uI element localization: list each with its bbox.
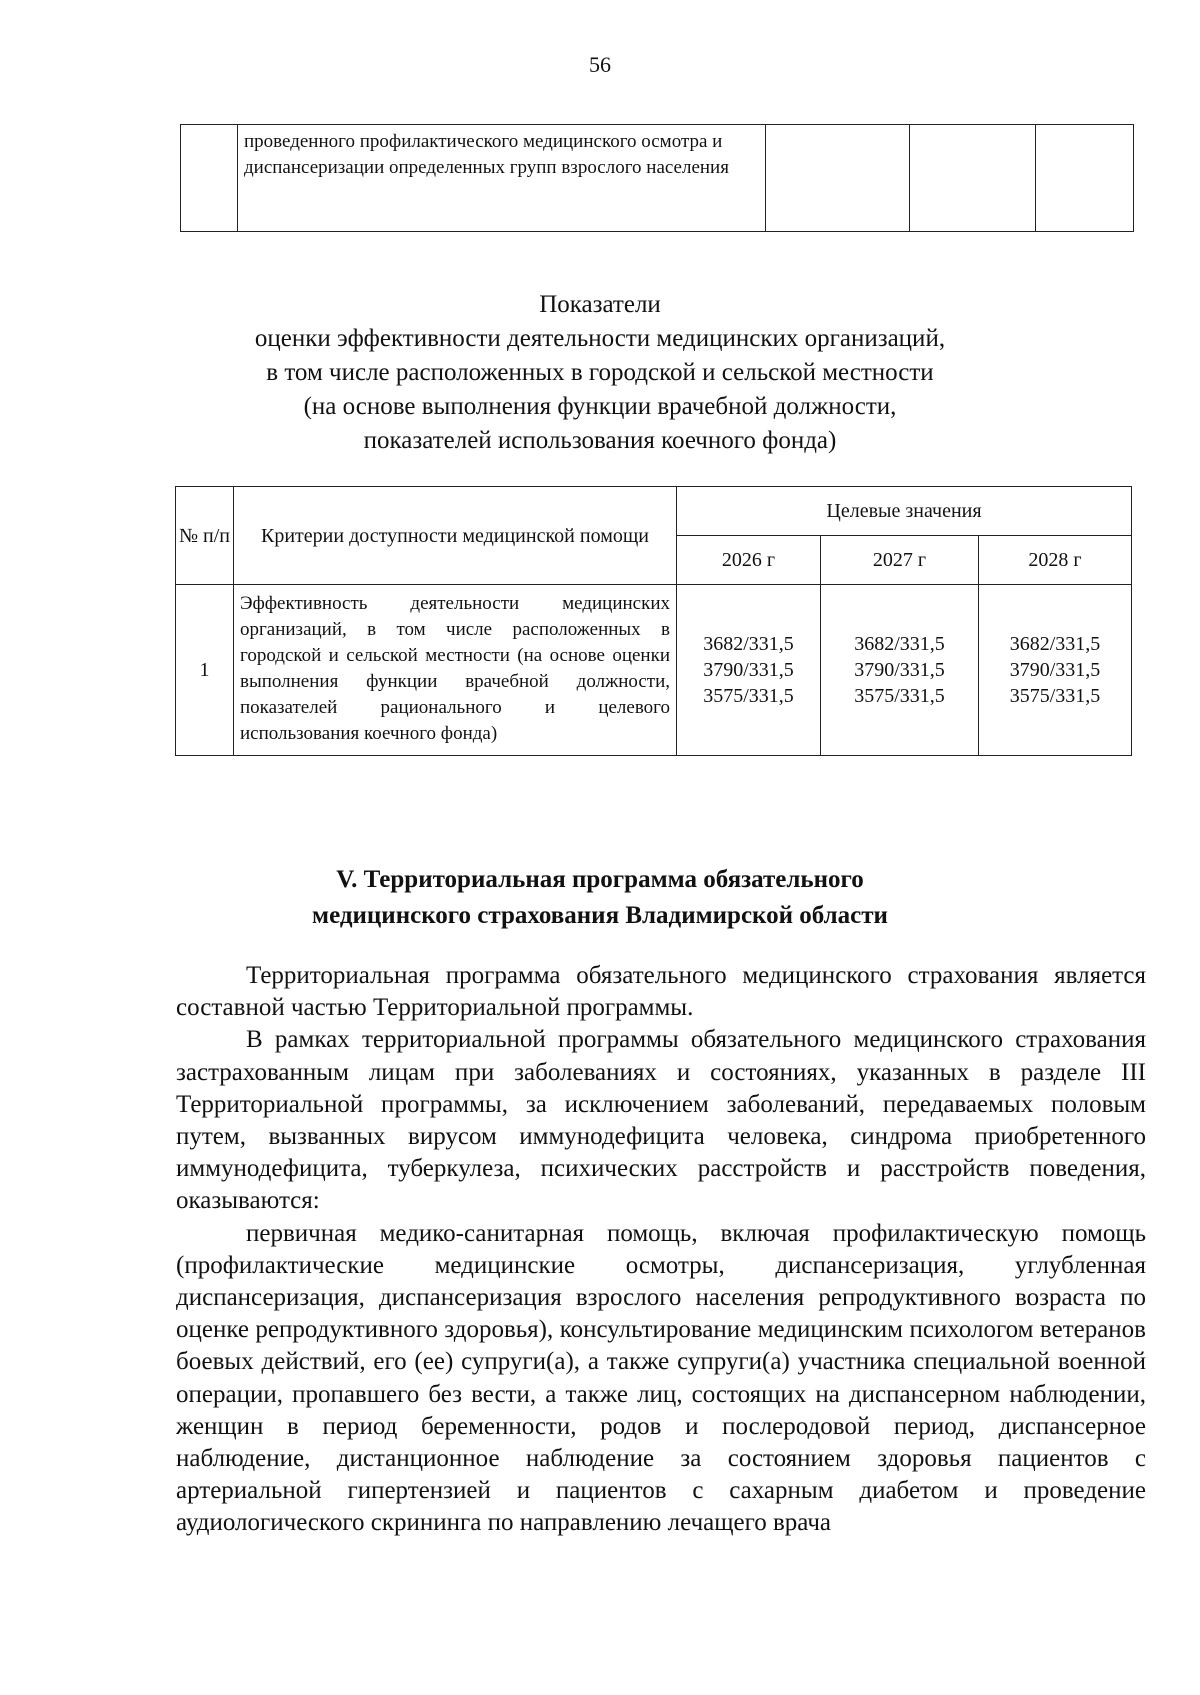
title-line: в том числе расположенных в городской и сельской местности — [266, 359, 934, 386]
title-line: Показатели — [539, 291, 661, 318]
value: 3682/331,5 — [854, 633, 945, 655]
header-target-values: Целевые значения — [677, 487, 1132, 536]
section-heading — [0, 862, 1200, 934]
continuation-table — [180, 124, 1134, 232]
body-text — [176, 960, 1146, 1540]
section-heading-line: медицинского страхования Владимирской области — [312, 902, 888, 929]
table-row — [176, 585, 1132, 756]
row-values-2027 — [821, 585, 979, 756]
row-values-2026 — [677, 585, 821, 756]
header-num: № п/п — [176, 487, 234, 585]
paragraph: Территориальная программа обязательного медицинского страхования является составной частью Территориальной программы. — [176, 962, 1146, 1022]
title-line: оценки эффективности деятельности медицинских организаций, — [254, 325, 946, 352]
value: 3575/331,5 — [1009, 685, 1101, 707]
row-num: 1 — [176, 585, 234, 756]
value: 3575/331,5 — [854, 685, 945, 707]
section-heading-line: V. Территориальная программа обязательного — [336, 866, 864, 893]
header-criteria: Критерии доступности медицинской помощи — [234, 487, 677, 585]
indicators-title — [0, 288, 1200, 458]
table-cell — [1036, 125, 1134, 232]
value: 3682/331,5 — [703, 633, 794, 655]
header-year: 2028 г — [979, 536, 1132, 585]
title-line: (на основе выполнения функции врачебной должности, — [303, 393, 897, 420]
indicators-table — [175, 486, 1132, 756]
table-row — [181, 125, 1134, 232]
header-year: 2027 г — [821, 536, 979, 585]
paragraph: В рамках территориальной программы обязательного медицинского страхования застрахованным лицам при заболеваниях и состояниях, указанных в разделе III Территориальной программы, за исключением заболеваний, передаваемых половым путем, вызванных вирусом иммунодефицита человека, синдрома приобретенного иммунодефицита, туберкулеза, психических расстройств и расстройств поведения, оказываются: — [176, 1026, 1146, 1215]
value: 3790/331,5 — [854, 659, 945, 681]
paragraph: первичная медико-санитарная помощь, включая профилактическую помощь (профилактические медицинские осмотры, диспансеризация, углубленная диспансеризация, диспансеризация взрослого населения репродуктивного возраста по оценке репродуктивного здоровья), консультирование медицинским психологом ветеранов боевых действий, его (ее) супруги(а), а также супруги(а) участника специальной военной операции, пропавшего без вести, а также лиц, состоящих на диспансерном наблюдении, женщин в период беременности, родов и послеродовой период, диспансерное наблюдение, дистанционное наблюдение за состоянием здоровья пациентов с артериальной гипертензией и пациентов с сахарным диабетом и проведение аудиологического скрининга по направлению лечащего врача — [176, 1219, 1146, 1537]
page-number: 56 — [589, 52, 611, 77]
table-cell-text: проведенного профилактического медицинского осмотра и диспансеризации определенных групп взрослого населения — [238, 125, 766, 232]
table-cell — [181, 125, 238, 232]
value: 3682/331,5 — [1009, 633, 1101, 655]
row-criteria: Эффективность деятельности медицинских организаций, в том числе расположенных в городской и сельской местности (на основе оценки выполнения функции врачебной должности, показателей рационального и целевого использования коечного фонда) — [234, 585, 677, 756]
table-header-row — [176, 487, 1132, 536]
table-cell — [910, 125, 1036, 232]
value: 3790/331,5 — [703, 659, 794, 681]
header-year: 2026 г — [677, 536, 821, 585]
title-line: показателей использования коечного фонда) — [363, 427, 837, 454]
row-values-2028 — [979, 585, 1132, 756]
value: 3790/331,5 — [1009, 659, 1101, 681]
table-cell — [766, 125, 910, 232]
value: 3575/331,5 — [703, 685, 794, 707]
